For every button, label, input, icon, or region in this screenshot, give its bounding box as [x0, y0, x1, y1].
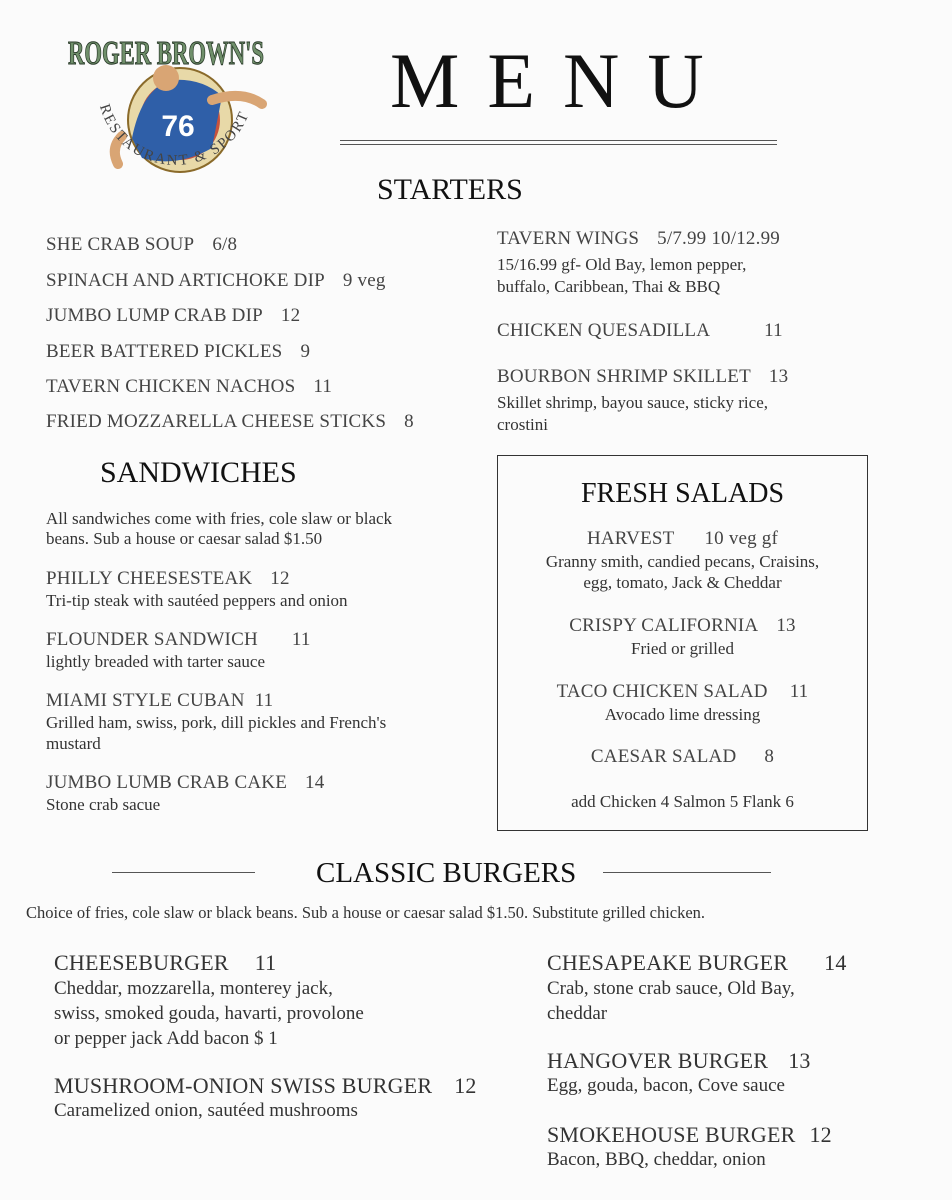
shrimp-desc-2: crostini: [497, 415, 548, 434]
starter-item-shrimp: BOURBON SHRIMP SKILLET 13: [497, 366, 789, 387]
salad-item: HARVEST 10 veg gf: [586, 528, 779, 549]
burger-item: HANGOVER BURGER 13: [547, 1048, 811, 1073]
sandwich-desc: lightly breaded with tarter sauce: [46, 652, 266, 671]
salad-desc: Fried or grilled: [631, 639, 734, 658]
starter-item: SPINACH AND ARTICHOKE DIP 9 veg: [46, 270, 386, 291]
sandwich-item: FLOUNDER SANDWICH 11: [46, 629, 311, 650]
burger-item: CHESAPEAKE BURGER 14: [547, 950, 847, 975]
burger-item: CHEESEBURGER 11: [54, 950, 277, 975]
burger-item: SMOKEHOUSE BURGER 12: [547, 1122, 832, 1147]
sandwich-desc: Stone crab sacue: [46, 795, 161, 814]
sandwiches-heading: SANDWICHES: [100, 456, 297, 489]
sandwich-item: MIAMI STYLE CUBAN 11: [46, 690, 274, 711]
starter-item: SHE CRAB SOUP 6/8: [46, 234, 238, 255]
restaurant-logo: [62, 18, 272, 208]
shrimp-desc-1: Skillet shrimp, bayou sauce, sticky rice,: [497, 393, 768, 412]
sandwich-item: JUMBO LUMB CRAB CAKE 14: [46, 772, 325, 793]
sandwiches-note-2: beans. Sub a house or caesar salad $1.50: [46, 529, 323, 548]
sandwich-item: PHILLY CHEESESTEAK 12: [46, 568, 290, 589]
wings-desc-1: 15/16.99 gf- Old Bay, lemon pepper,: [497, 255, 747, 274]
salad-desc: egg, tomato, Jack & Cheddar: [583, 573, 782, 592]
sandwich-desc-cont: mustard: [46, 734, 101, 753]
burger-desc: cheddar: [547, 1003, 608, 1024]
starter-item: BEER BATTERED PICKLES 9: [46, 341, 311, 362]
burger-desc: Cheddar, mozzarella, monterey jack,: [54, 978, 333, 999]
starter-item: JUMBO LUMP CRAB DIP 12: [46, 305, 301, 326]
burger-desc: Caramelized onion, sautéed mushrooms: [54, 1100, 358, 1121]
page-title: MENU: [390, 37, 732, 124]
sandwich-desc: Tri-tip steak with sautéed peppers and onion: [46, 591, 348, 610]
starter-item: FRIED MOZZARELLA CHEESE STICKS 8: [46, 411, 414, 432]
burgers-rule-right: [603, 872, 771, 873]
burger-desc: Egg, gouda, bacon, Cove sauce: [547, 1075, 785, 1096]
starter-item-quesadilla: CHICKEN QUESADILLA 11: [497, 320, 783, 341]
salad-item: TACO CHICKEN SALAD 11: [556, 681, 809, 702]
salad-desc: Granny smith, candied pecans, Craisins,: [545, 552, 820, 571]
salad-item: CRISPY CALIFORNIA 13: [569, 615, 796, 636]
burgers-rule-left: [112, 872, 255, 873]
burgers-note: Choice of fries, cole slaw or black beans. Sub a house or caesar salad $1.50. Substitute grilled chicken.: [26, 903, 706, 922]
burger-item: MUSHROOM-ONION SWISS BURGER 12: [54, 1073, 477, 1098]
starter-item: TAVERN CHICKEN NACHOS 11: [46, 376, 333, 397]
burgers-heading: CLASSIC BURGERS: [316, 857, 577, 889]
burger-desc: or pepper jack Add bacon $ 1: [54, 1028, 278, 1049]
starters-heading: STARTERS: [377, 173, 523, 206]
starter-item-wings: TAVERN WINGS 5/7.99 10/12.99: [497, 228, 780, 249]
burger-desc: swiss, smoked gouda, havarti, provolone: [54, 1003, 364, 1024]
title-rule-top: [340, 140, 777, 141]
jersey-number: 76: [161, 110, 195, 143]
salad-desc: Avocado lime dressing: [604, 705, 761, 724]
sandwiches-note-1: All sandwiches come with fries, cole slaw or black: [46, 509, 393, 528]
sandwich-desc: Grilled ham, swiss, pork, dill pickles and French's: [46, 713, 387, 732]
salad-addons: add Chicken 4 Salmon 5 Flank 6: [571, 792, 794, 811]
burger-desc: Crab, stone crab sauce, Old Bay,: [547, 978, 795, 999]
burger-desc: Bacon, BBQ, cheddar, onion: [547, 1149, 766, 1170]
wings-desc-2: buffalo, Caribbean, Thai & BBQ: [497, 277, 721, 296]
salads-heading: FRESH SALADS: [580, 478, 785, 509]
salad-item: CAESAR SALAD 8: [590, 746, 775, 767]
brand-name: ROGER BROWN'S: [68, 35, 264, 72]
title-rule-bottom: [340, 144, 777, 145]
salads-box: [497, 455, 868, 831]
brand-subtitle: RESTAURANT & SPORT: [95, 102, 253, 170]
